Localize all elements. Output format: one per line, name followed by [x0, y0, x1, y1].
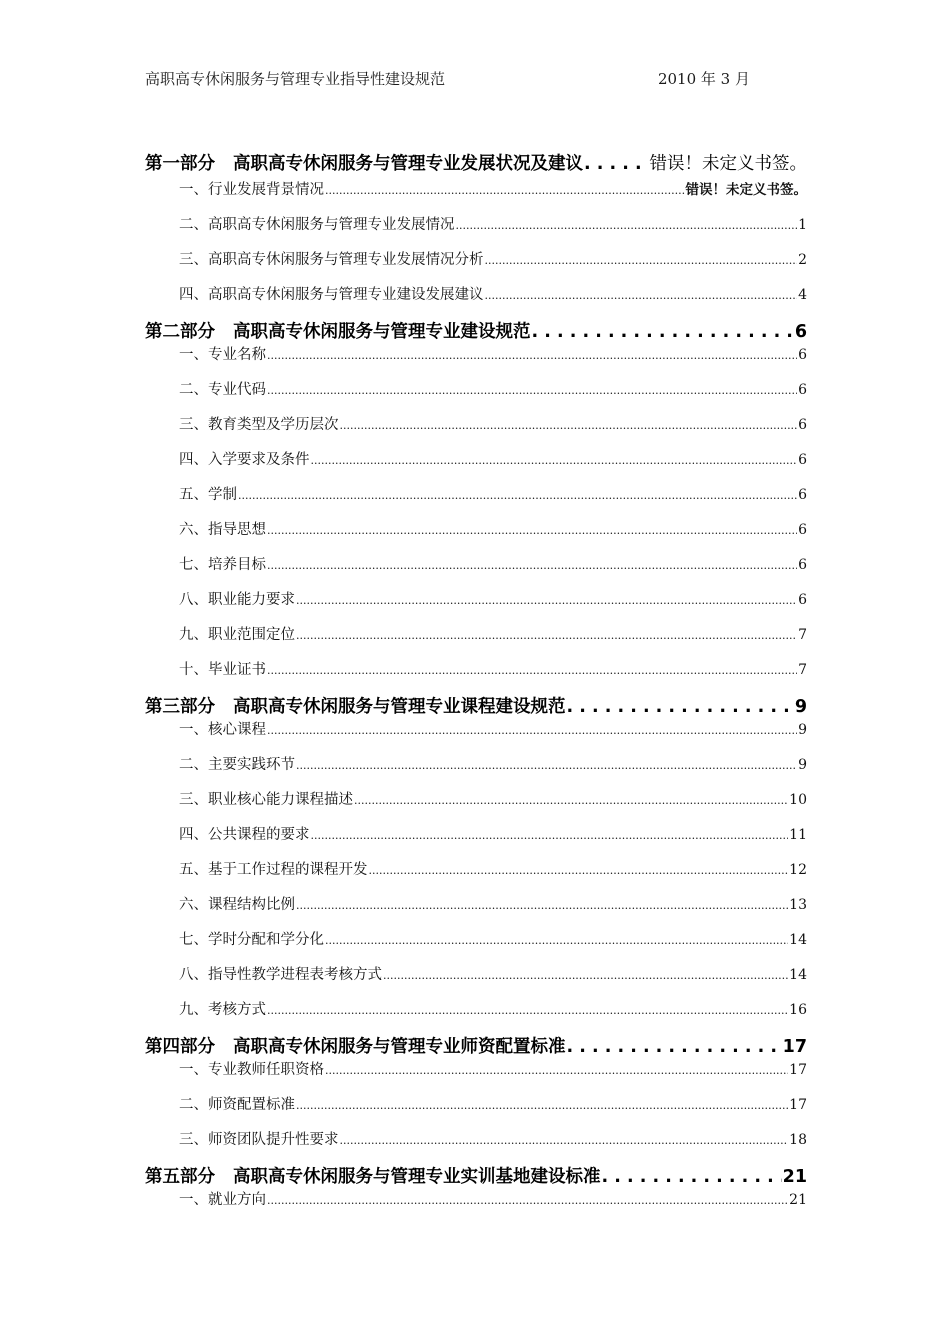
- toc-part-number: 第四部分: [145, 1037, 215, 1057]
- toc-page-number: 6: [798, 417, 807, 433]
- toc-entry-label: 四、入学要求及条件: [179, 452, 310, 468]
- toc-entry-label: 二、主要实践环节: [179, 757, 295, 773]
- toc-page-number: 7: [798, 627, 807, 643]
- toc-dot-leader: [532, 322, 794, 342]
- toc-dot-leader: [325, 934, 788, 947]
- toc-entry-label: 一、就业方向: [179, 1192, 266, 1208]
- toc-entry-label: [145, 1163, 601, 1188]
- toc-page-number: 14: [789, 932, 807, 948]
- toc-entry-label: [145, 150, 583, 175]
- toc-part-number: 第五部分: [145, 1167, 215, 1187]
- toc-section-entry[interactable]: [145, 658, 807, 679]
- toc-page-number: 6: [798, 522, 807, 538]
- toc-dot-leader: [311, 829, 789, 842]
- toc-section-entry[interactable]: [145, 178, 807, 199]
- toc-section-entry[interactable]: [145, 1058, 807, 1079]
- toc-page-number: 17: [789, 1097, 807, 1113]
- toc-dot-leader: [485, 254, 798, 267]
- toc-dot-leader: [267, 384, 797, 397]
- toc-dot-leader: [296, 899, 788, 912]
- toc-dot-leader: [369, 864, 789, 877]
- toc-page-number: 1: [798, 217, 807, 233]
- toc-part-entry[interactable]: [145, 150, 807, 175]
- toc-entry-label: 八、职业能力要求: [179, 592, 295, 608]
- toc-page-number: 13: [789, 897, 807, 913]
- toc-dot-leader: [567, 697, 794, 717]
- toc-page-number: 21: [789, 1192, 807, 1208]
- toc-dot-leader: [296, 594, 797, 607]
- toc-section-entry[interactable]: [145, 893, 807, 914]
- toc-dot-leader: [340, 419, 798, 432]
- toc-page-number: 17: [789, 1062, 807, 1078]
- toc-section-entry[interactable]: [145, 448, 807, 469]
- toc-page-number: 9: [794, 697, 807, 717]
- toc-entry-label: 九、职业范围定位: [179, 627, 295, 643]
- toc-page-number: 4: [798, 287, 807, 303]
- toc-entry-label: 七、学时分配和学分化: [179, 932, 324, 948]
- toc-part-title: 高职高专休闲服务与管理专业建设规范: [233, 322, 531, 342]
- toc-page-number: 9: [798, 757, 807, 773]
- toc-section-entry[interactable]: [145, 413, 807, 434]
- toc-entry-label: 六、指导思想: [179, 522, 266, 538]
- toc-section-entry[interactable]: [145, 928, 807, 949]
- toc-entry-label: 三、职业核心能力课程描述: [179, 792, 353, 808]
- toc-section-entry[interactable]: [145, 1188, 807, 1209]
- toc-entry-label: 二、师资配置标准: [179, 1097, 295, 1113]
- toc-page-number: 6: [798, 382, 807, 398]
- toc-dot-leader: [602, 1167, 782, 1187]
- toc-page-number: 11: [789, 827, 807, 843]
- toc-dot-leader: [267, 524, 797, 537]
- toc-entry-label: 十、毕业证书: [179, 662, 266, 678]
- toc-part-title: 高职高专休闲服务与管理专业师资配置标准: [233, 1037, 566, 1057]
- toc-dot-leader: [296, 759, 797, 772]
- toc-dot-leader: [267, 349, 797, 362]
- toc-section-entry[interactable]: [145, 588, 807, 609]
- toc-page-number: 16: [789, 1002, 807, 1018]
- toc-part-entry[interactable]: [145, 1033, 807, 1058]
- toc-entry-label: 一、专业教师任职资格: [179, 1062, 324, 1078]
- toc-part-title: 高职高专休闲服务与管理专业实训基地建设标准: [233, 1167, 601, 1187]
- toc-section-entry[interactable]: [145, 753, 807, 774]
- toc-page-number: 错误！未定义书签。: [649, 154, 807, 174]
- toc-page-number: 14: [789, 967, 807, 983]
- toc-dot-leader: [325, 1064, 788, 1077]
- toc-section-entry[interactable]: [145, 518, 807, 539]
- toc-entry-label: 一、专业名称: [179, 347, 266, 363]
- toc-entry-label: 一、行业发展背景情况: [179, 182, 324, 198]
- toc-page-number: 2: [798, 252, 807, 268]
- toc-entry-label: 三、高职高专休闲服务与管理专业发展情况分析: [179, 252, 484, 268]
- toc-page-number: 10: [789, 792, 807, 808]
- toc-page-number: 6: [798, 557, 807, 573]
- toc-page-number: 6: [794, 322, 807, 342]
- toc-entry-label: 一、核心课程: [179, 722, 266, 738]
- toc-part-number: 第一部分: [145, 154, 215, 174]
- toc-entry-label: 五、基于工作过程的课程开发: [179, 862, 368, 878]
- toc-entry-label: 六、课程结构比例: [179, 897, 295, 913]
- toc-entry-label: 三、教育类型及学历层次: [179, 417, 339, 433]
- toc-dot-leader: [296, 629, 797, 642]
- toc-entry-label: [145, 318, 531, 343]
- header-date: 2010 年 3 月: [657, 70, 750, 88]
- toc-dot-leader: [267, 559, 797, 572]
- header-title: 高职高专休闲服务与管理专业指导性建设规范: [145, 70, 446, 88]
- toc-dot-leader: [485, 289, 798, 302]
- toc-entry-label: 五、学制: [179, 487, 237, 503]
- toc-section-entry[interactable]: [145, 213, 807, 234]
- toc-dot-leader: [311, 454, 798, 467]
- toc-section-entry[interactable]: [145, 963, 807, 984]
- toc-page-number: 9: [798, 722, 807, 738]
- toc-page-number: 6: [798, 487, 807, 503]
- toc-page-number: 21: [782, 1167, 807, 1187]
- toc-part-title: 高职高专休闲服务与管理专业课程建设规范: [233, 697, 566, 717]
- toc-section-entry[interactable]: [145, 998, 807, 1019]
- toc-dot-leader: [456, 219, 798, 232]
- toc-entry-label: 四、公共课程的要求: [179, 827, 310, 843]
- toc-dot-leader: [267, 724, 797, 737]
- toc-dot-leader: [340, 1134, 789, 1147]
- toc-section-entry[interactable]: [145, 248, 807, 269]
- toc-dot-leader: [296, 1099, 788, 1112]
- toc-section-entry[interactable]: [145, 788, 807, 809]
- toc-section-entry[interactable]: [145, 858, 807, 879]
- toc-section-entry[interactable]: [145, 483, 807, 504]
- toc-section-entry[interactable]: [145, 718, 807, 739]
- toc-part-title: 高职高专休闲服务与管理专业发展状况及建议: [233, 154, 583, 174]
- toc-part-entry[interactable]: [145, 693, 807, 718]
- toc-section-entry[interactable]: [145, 1128, 807, 1149]
- toc-entry-label: 九、考核方式: [179, 1002, 266, 1018]
- toc-page-number: 17: [782, 1037, 807, 1057]
- toc-entry-label: 七、培养目标: [179, 557, 266, 573]
- toc-entry-label: [145, 1033, 566, 1058]
- toc-dot-leader: [584, 154, 649, 174]
- toc-section-entry[interactable]: [145, 823, 807, 844]
- toc-part-number: 第三部分: [145, 697, 215, 717]
- toc-entry-label: 二、专业代码: [179, 382, 266, 398]
- toc-entry-label: 四、高职高专休闲服务与管理专业建设发展建议: [179, 287, 484, 303]
- toc-entry-label: 三、师资团队提升性要求: [179, 1132, 339, 1148]
- toc-section-entry[interactable]: [145, 343, 807, 364]
- toc-page-number: 错误！未定义书签。: [685, 182, 807, 198]
- toc-section-entry[interactable]: [145, 553, 807, 574]
- toc-entry-label: 二、高职高专休闲服务与管理专业发展情况: [179, 217, 455, 233]
- toc-dot-leader: [383, 969, 788, 982]
- toc-entry-label: 八、指导性教学进程表考核方式: [179, 967, 382, 983]
- toc-section-entry[interactable]: [145, 1093, 807, 1114]
- toc-dot-leader: [267, 664, 797, 677]
- toc-part-entry[interactable]: [145, 1163, 807, 1188]
- toc-page-number: 7: [798, 662, 807, 678]
- toc-dot-leader: [267, 1004, 788, 1017]
- toc-page-number: 18: [789, 1132, 807, 1148]
- toc-section-entry[interactable]: [145, 623, 807, 644]
- toc-part-entry[interactable]: [145, 318, 807, 343]
- toc-entry-label: [145, 693, 566, 718]
- toc-page-number: 6: [798, 592, 807, 608]
- toc-page-number: 6: [798, 452, 807, 468]
- toc-page-number: 12: [789, 862, 807, 878]
- toc-dot-leader: [567, 1037, 782, 1057]
- toc-dot-leader: [325, 184, 685, 197]
- toc-part-number: 第二部分: [145, 322, 215, 342]
- toc-section-entry[interactable]: [145, 378, 807, 399]
- toc-dot-leader: [354, 794, 788, 807]
- toc-dot-leader: [238, 489, 797, 502]
- toc-dot-leader: [267, 1194, 788, 1207]
- toc-page-number: 6: [798, 347, 807, 363]
- toc-section-entry[interactable]: [145, 283, 807, 304]
